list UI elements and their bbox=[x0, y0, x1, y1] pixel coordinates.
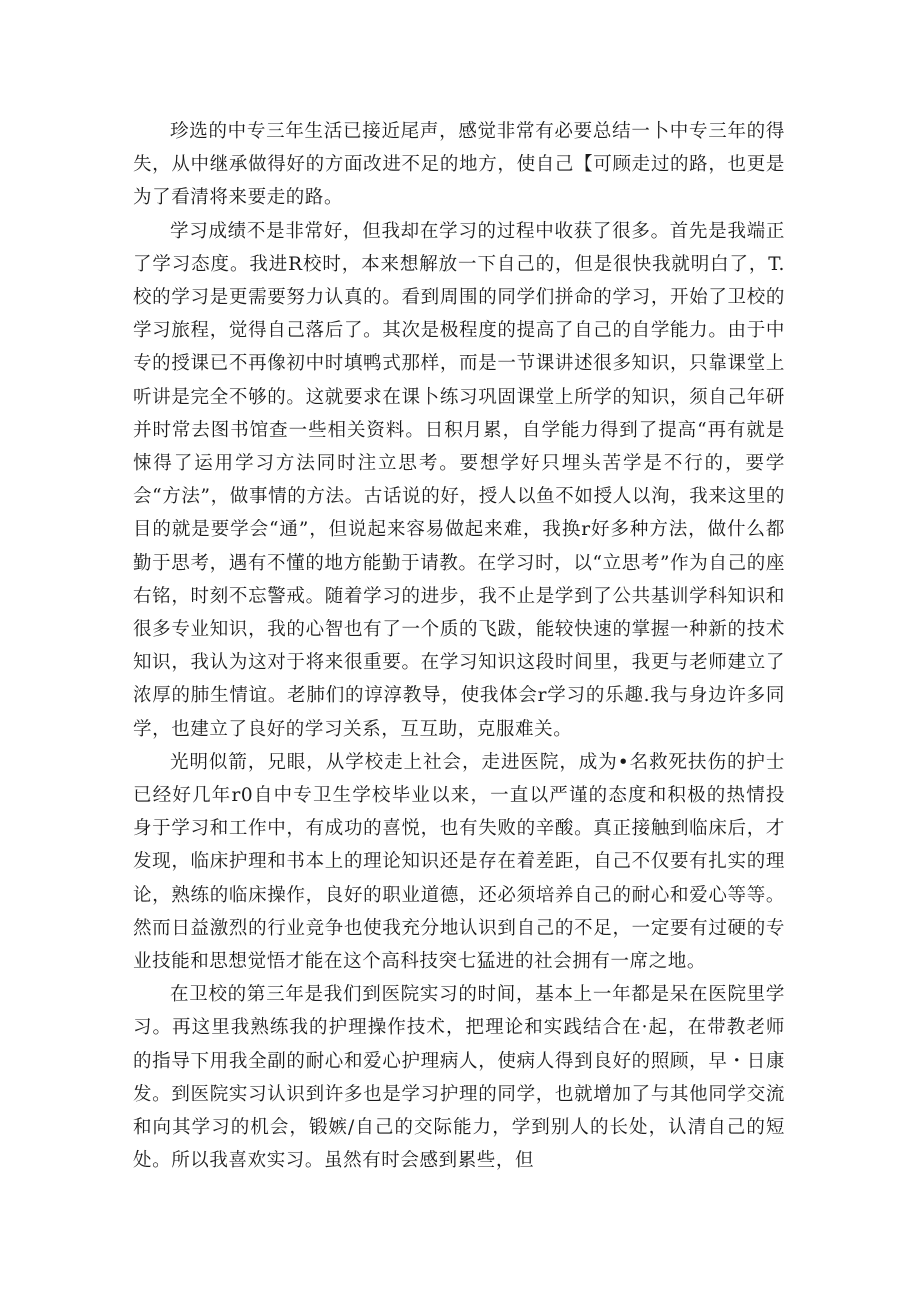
paragraph-career: 光明似箭，兄眼，从学校走上社会，走进医院，成为•名救死扶伤的护士已经好几年r0自中专卫生学校毕业以来，一直以严谨的态度和积极的热情投身于学习和工作中，有成功的喜悦，也有失败的辛酸。真正接触到临床后，才发现，临床护理和书本上的理论知识还是存在着差距，自己不仅要有扎实的理论，熟练的临床操作，良好的职业道德，还必须培养自己的耐心和爱心等等。然而日益激烈的行业竞争也使我充分地认识到自己的不足，一定要有过硬的专业技能和思想觉悟才能在这个高科技突七猛进的社会拥有一席之地。 bbox=[133, 751, 785, 973]
paragraph-study: 学习成绩不是非常好，但我却在学习的过程中收获了很多。首先是我端正了学习态度。我进R校时，本来想解放一下自己的，但是很快我就明白了，T.校的学习是更需要努力认真的。看到周围的同学们拼命的学习，开始了卫校的学习旅程，觉得自己落后了。其次是极程度的提高了自己的自学能力。由于中专的授课已不再像初中时填鸭式那样，而是一节课讲述很多知识，只靠课堂上听讲是完全不够的。这就要求在课卜练习巩固课堂上所学的知识，须自己年研并时常去图书馆查一些相关资料。日积月累，自学能力得到了提高“再有就是悚得了运用学习方法同时注立思考。要想学好只埋头苦学是不行的，要学会“方法”，做事情的方法。古话说的好，授人以鱼不如授人以洵，我来这里的目的就是要学会“通”，但说起来容易做起来难，我换r好多种方法，做什么都勤于思考，遇有不懂的地方能勤于请教。在学习时，以“立思考”作为自己的座右铭，时刻不忘警戒。随着学习的进步，我不止是学到了公共基训学科知识和很多专业知识，我的心智也有了一个质的飞跋，能较快速的掌握一种新的技术知识，我认为这对于将来很重要。在学习知识这段时间里，我更与老师建立了浓厚的肺生情谊。老肺们的谆淳教导，使我体会r学习的乐趣.我与身边许多同学，也建立了良好的学习关系，互互助，克服难关。 bbox=[133, 220, 785, 740]
document-body bbox=[133, 115, 785, 1178]
paragraph-internship: 在卫校的第三年是我们到医院实习的时间，基本上一年都是呆在医院里学习。再这里我熟练我的护理操作技术，把理论和实践结合在·起，在带教老师的指导下用我全副的耐心和爱心护理病人，使病人得到良好的照顾，早・日康发。到医院实习认识到许多也是学习护理的同学，也就增加了与其他同学交流和向其学习的机会，锻嫉/自己的交际能力，学到别人的长处，认清自己的短处。所以我喜欢实习。虽然有时会感到累些，但 bbox=[133, 984, 785, 1172]
paragraph-intro: 珍选的中专三年生活已接近尾声，感觉非常有必要总结一卜中专三年的得失，从中继承做得好的方面改进不足的地方，使自己【可顾走过的路，也更是为了看清将来要走的路。 bbox=[133, 121, 785, 209]
